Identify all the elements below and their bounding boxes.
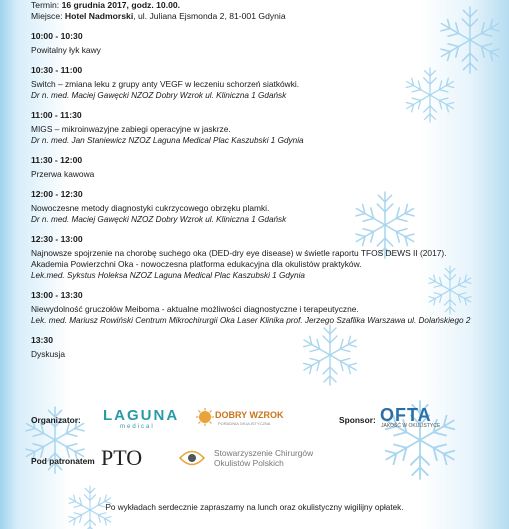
agenda-item (31, 234, 471, 281)
dobry-wzrok-logo-icon (196, 408, 214, 426)
agenda-speaker: Lek. med. Mariusz Rowiński Centrum Mikrochirurgii Oka Laser Klinika prof. Jerzego Szaflika Warszawa ul. Dolańskiego 2 (31, 316, 471, 325)
agenda-item (31, 155, 471, 180)
agenda-item (31, 65, 471, 101)
agenda-speaker: Dr n. med. Maciej Gawęcki NZOZ Dobry Wzrok ul. Kliniczna 1 Gdańsk (31, 215, 287, 224)
patronage-label: Pod patronatem (31, 456, 95, 466)
laguna-logo-sub: medical (120, 424, 155, 430)
organizer-label: Organizator: (31, 415, 81, 425)
agenda-time: 12:30 - 13:00 (31, 234, 83, 244)
agenda-topic: Akademia Powierzchni Oka - nowoczesna platforma edukacyjna dla okulistów praktyków. (31, 259, 362, 269)
agenda-topic: Nowoczesne metody diagnostyki cukrzycowego obrzęku plamki. (31, 203, 270, 213)
event-date (31, 0, 471, 11)
agenda-item (31, 290, 471, 326)
agenda-speaker: Dr n. med. Jan Staniewicz NZOZ Laguna Medical Plac Kaszubski 1 Gdynia (31, 136, 304, 145)
laguna-logo: LAGUNA (103, 407, 180, 424)
ofta-logo-sub: JAKOŚĆ W OKULISTYCE (381, 423, 441, 429)
agenda-item (31, 110, 471, 146)
dobry-wzrok-logo: DOBRY WZROK (215, 410, 284, 420)
agenda (31, 31, 471, 360)
ofta-logo: OFTA (380, 405, 432, 425)
pto-logo: PTO (101, 445, 143, 470)
agenda-time: 11:00 - 11:30 (31, 110, 82, 120)
closing-note: Po wykładach serdecznie zapraszamy na lunch oraz okulistyczny wigilijny opłatek. (105, 503, 404, 512)
agenda-item (31, 335, 471, 360)
agenda-topic: MIGS – mikroinwazyjne zabiegi operacyjne w jaskrze. (31, 124, 231, 134)
sco-line2: Okulistów Polskich (214, 458, 284, 468)
agenda-topic: Przerwa kawowa (31, 169, 95, 179)
dobry-wzrok-logo-sub: PORADNIA OKULISTYCZNA (218, 421, 271, 426)
footer (0, 400, 509, 529)
agenda-time: 13:00 - 13:30 (31, 290, 83, 300)
agenda-item (31, 31, 471, 56)
venue-address: , ul. Juliana Ejsmonda 2, 81-001 Gdynia (133, 11, 286, 21)
agenda-time: 12:00 - 12:30 (31, 189, 83, 199)
event-venue (31, 11, 471, 22)
agenda-time: 10:30 - 11:00 (31, 65, 83, 75)
agenda-time: 10:00 - 10:30 (31, 31, 83, 41)
agenda-topic: Najnowsze spojrzenie na chorobę suchego oka (DED-dry eye disease) w świetle raportu TFOS DEWS II (2017). (31, 248, 447, 258)
sco-line1: Stowarzyszenie Chirurgów (214, 448, 314, 458)
venue-name: Hotel Nadmorski (64, 11, 134, 21)
agenda-topic: Powitalny łyk kawy (31, 45, 101, 55)
agenda-speaker: Dr n. med. Maciej Gawęcki NZOZ Dobry Wzrok ul. Kliniczna 1 Gdańsk (31, 91, 287, 100)
agenda-topic: Niewydolność gruczołów Meiboma - aktualne możliwości diagnostyczne i terapeutyczne. (31, 304, 359, 314)
eye-logo-icon (178, 447, 206, 469)
agenda-topic: Dyskusja (31, 349, 65, 359)
event-info (31, 0, 471, 360)
agenda-time: 13:30 (31, 335, 53, 345)
agenda-time: 11:30 - 12:00 (31, 155, 83, 165)
date-label: Termin: (31, 0, 60, 10)
agenda-topic: Switch – zmiana leku z grupy anty VEGF w leczeniu schorzeń siatkówki. (31, 79, 300, 89)
agenda-item (31, 189, 471, 225)
agenda-speaker: Lek.med. Sykstus Holeksa NZOZ Laguna Medical Plac Kaszubski 1 Gdynia (31, 271, 305, 280)
venue-label: Miejsce: (31, 11, 63, 21)
date-value: 16 grudnia 2017, godz. 10.00. (61, 0, 181, 10)
sco-logo (214, 448, 313, 468)
sponsor-label: Sponsor: (339, 415, 376, 425)
